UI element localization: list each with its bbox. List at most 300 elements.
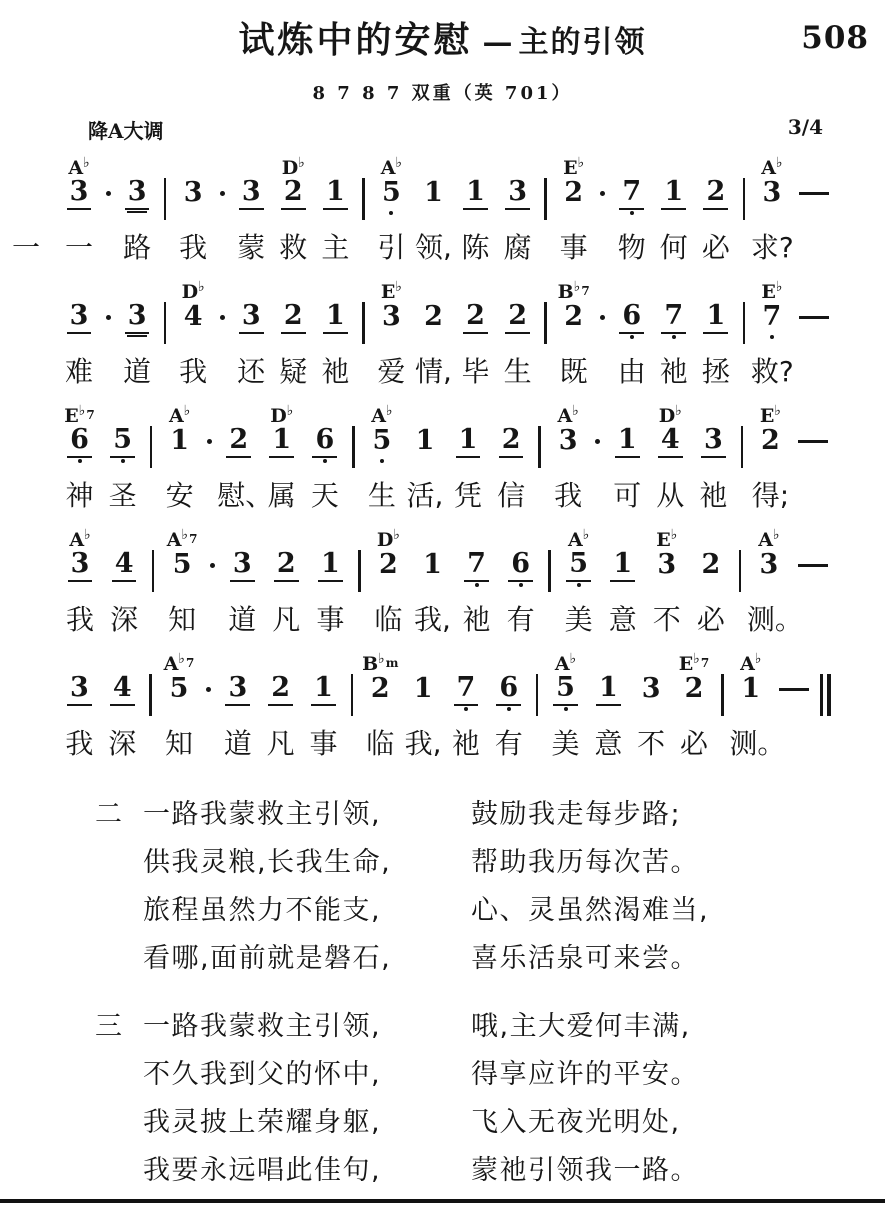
note-digit: 5: [172, 548, 192, 580]
lyric-syllable: 凭: [454, 479, 483, 512]
note-digit: 3: [558, 424, 578, 456]
note-digit: 1: [323, 301, 348, 334]
flat-sign-icon: ♭: [775, 155, 783, 171]
note-digit: 3: [225, 673, 250, 706]
flat-sign-icon: ♭: [78, 403, 86, 419]
note: [370, 152, 412, 218]
hold-dash: [791, 524, 835, 590]
note-digit: 3: [67, 301, 92, 334]
lyric-syllable: 我: [554, 479, 583, 512]
note-digit: 2: [463, 301, 488, 334]
low-octave-dot: [475, 583, 479, 587]
lyric-syllable: 拯: [701, 355, 730, 388]
verse-line-right: 得享应许的平安。: [471, 1059, 699, 1090]
lyric-spacer: [356, 354, 370, 392]
note-digit: 1: [269, 425, 294, 458]
page-number: 508: [801, 20, 869, 56]
lyric-syllable: 主: [321, 231, 350, 264]
note-digit: 2: [499, 425, 524, 458]
chord-root: D: [376, 529, 394, 551]
note: [447, 400, 490, 466]
note-digit: 6: [619, 301, 644, 334]
note-digit: 7: [762, 300, 782, 332]
note-digit: 3: [657, 548, 677, 580]
music-system: [58, 648, 835, 764]
notes-row: [58, 400, 835, 466]
note: [673, 648, 716, 714]
flat-sign-icon: ♭: [754, 651, 762, 667]
note: [403, 400, 446, 466]
note: [308, 524, 352, 590]
chord-label: [169, 400, 190, 426]
augmentation-dot: [214, 276, 230, 342]
lyric-spacer: [356, 230, 370, 268]
lyric-spacer: [791, 602, 835, 640]
barline: [733, 524, 747, 592]
augmentation-dot: [595, 276, 611, 342]
flat-sign-icon: ♭: [772, 527, 780, 543]
lyric-spacer: [792, 478, 835, 516]
note-digit: 3: [183, 176, 203, 208]
note-digit: 2: [505, 301, 530, 334]
lyric-syllable: 信: [497, 479, 526, 512]
note: [497, 276, 539, 342]
augmentation-dot: [200, 648, 216, 714]
lyric-syllable: 安: [165, 479, 194, 512]
flat-sign-icon: ♭: [670, 527, 678, 543]
barline: [352, 524, 366, 592]
lyric-syllable: 凡: [272, 603, 301, 636]
note-digit: 2: [564, 300, 584, 332]
chord-label: [659, 400, 682, 426]
chord-root: E: [759, 405, 775, 427]
lyric-syllable: 不: [652, 603, 681, 636]
note: [412, 276, 454, 342]
lyric-spacer: [100, 230, 116, 268]
lyric-spacer: [737, 230, 751, 268]
lyric-syllable: 物: [617, 231, 646, 264]
chord-root: E: [563, 157, 578, 179]
lyric-syllable: 圣: [108, 479, 137, 512]
note: [689, 524, 733, 590]
note-digit: 1: [463, 177, 488, 210]
lyric-syllable: 毕: [461, 355, 490, 388]
note: [412, 152, 454, 218]
note: [58, 524, 102, 590]
note: [445, 648, 488, 714]
barline: [356, 276, 370, 344]
note-digit: 1: [323, 177, 348, 210]
augmentation-dot: [100, 152, 116, 218]
verse-line-left: 看哪,面前就是磐石,: [143, 943, 392, 974]
note: [499, 524, 543, 590]
note-digit: 2: [370, 672, 390, 704]
lyric-syllable: 属: [267, 479, 296, 512]
final-barline: [815, 648, 835, 716]
chord-root: A: [166, 529, 182, 551]
lyric-row: [58, 602, 835, 640]
flat-sign-icon: ♭: [675, 403, 682, 419]
chord-label: [568, 524, 589, 550]
chord-root: A: [761, 157, 776, 179]
lyric-syllable: 不: [637, 727, 666, 760]
note: [172, 276, 214, 342]
note: [314, 276, 356, 342]
note: [611, 152, 653, 218]
lyric-spacer: [595, 230, 611, 268]
verse-block: [95, 1010, 885, 1188]
lyric-syllable: 深: [108, 727, 137, 760]
lyric-spacer: [201, 478, 217, 516]
note: [259, 648, 302, 714]
barline: [158, 152, 172, 220]
lyric-syllable: 美: [564, 603, 593, 636]
chord-label: [68, 152, 89, 178]
note-digit: 1: [424, 176, 443, 208]
flat-sign-icon: ♭: [395, 155, 403, 171]
note-digit: 2: [268, 673, 293, 706]
lyric-syllable: 必: [696, 603, 725, 636]
chord-label: [761, 276, 782, 302]
chord-label: [182, 276, 205, 302]
note-digit: 7: [454, 673, 479, 706]
chord-root: B: [557, 281, 574, 303]
note: [402, 648, 445, 714]
note: [455, 152, 497, 218]
chord-label: [760, 400, 781, 426]
verse-number-marker: 一: [12, 231, 41, 264]
verse-line-right: 喜乐活泉可来尝。: [471, 943, 699, 974]
lyric-spacer: [533, 478, 547, 516]
lyric-spacer: [793, 354, 835, 392]
note-digit: 2: [701, 548, 721, 580]
note: [58, 400, 101, 466]
chord-root: D: [658, 405, 676, 427]
lyric-spacer: [200, 726, 216, 764]
barline: [146, 524, 160, 592]
lyric-syllable: 道: [223, 727, 252, 760]
note: [172, 152, 214, 218]
note: [116, 152, 158, 218]
lyric-row: [58, 354, 835, 392]
low-octave-dot: [519, 583, 523, 587]
lyric-syllable: 路: [123, 231, 152, 264]
chord-root: E: [656, 529, 671, 551]
flat-sign-icon: ♭: [395, 279, 402, 295]
lyric-syllable: 有: [506, 603, 535, 636]
note-digit: 5: [382, 176, 401, 208]
chord-label: [362, 648, 398, 674]
lyric-row: [12, 230, 835, 268]
chord-label: [557, 400, 578, 426]
note: [653, 152, 695, 218]
chord-label: [563, 152, 584, 178]
flat-sign-icon: ♭: [198, 279, 205, 295]
lyric-syllable: 凡: [266, 727, 295, 760]
flat-sign-icon: ♭: [378, 651, 385, 667]
lyric-spacer: [158, 230, 172, 268]
lyric-syllable: 引: [377, 231, 406, 264]
chord-root: B: [362, 653, 379, 675]
note-digit: 2: [684, 672, 704, 704]
note: [455, 276, 497, 342]
chord-root: E: [380, 281, 396, 303]
lyric-spacer: [735, 478, 749, 516]
lyric-syllable: 救: [279, 231, 308, 264]
note: [101, 400, 144, 466]
verse-lines: [143, 798, 801, 976]
note: [260, 400, 303, 466]
note-digit: 6: [496, 673, 521, 706]
note: [487, 648, 530, 714]
lyric-syllable: 腐: [503, 231, 532, 264]
chord-suffix: 7: [189, 532, 198, 546]
note-digit: 4: [110, 673, 135, 706]
time-signature: 3/4: [787, 115, 823, 139]
chord-root: E: [761, 281, 776, 303]
flat-sign-icon: ♭: [572, 403, 579, 419]
lyric-syllable: 难: [65, 355, 94, 388]
flat-sign-icon: ♭: [774, 403, 781, 419]
music-system: [12, 152, 835, 268]
hold-dash: [792, 400, 835, 466]
lyric-syllable: 深: [110, 603, 139, 636]
note-digit: 7: [619, 177, 644, 210]
lyric-spacer: [539, 354, 553, 392]
barline: [543, 524, 557, 592]
note: [601, 524, 645, 590]
note: [455, 524, 499, 590]
note: [695, 152, 737, 218]
barline: [356, 152, 370, 220]
augmentation-dot: [100, 276, 116, 342]
note-digit: 3: [68, 549, 93, 582]
note-digit: 5: [372, 424, 392, 456]
lyric-spacer: [144, 478, 158, 516]
lyric-syllable: 爱: [377, 355, 406, 388]
verse-line-right: 飞入无夜光明处,: [471, 1107, 681, 1138]
lyric-syllable: 生: [503, 355, 532, 388]
note-digit: 1: [456, 425, 481, 458]
augmentation-dot: [214, 152, 230, 218]
verse-line-right: 心、灵虽然渴难当,: [471, 895, 710, 926]
flat-sign-icon: ♭: [385, 403, 393, 419]
chord-label: [740, 648, 761, 674]
note: [217, 400, 260, 466]
note: [220, 524, 264, 590]
lyric-syllable: 慰、: [217, 479, 274, 512]
chord-root: A: [68, 157, 84, 179]
verse-line-left: 一路我蒙救主引领,: [143, 799, 382, 830]
chord-suffix: 7: [186, 656, 195, 670]
low-octave-dot: [78, 459, 82, 463]
low-octave-dot: [323, 459, 327, 463]
note-digit: 4: [658, 425, 683, 458]
notes-row: [58, 648, 835, 714]
note: [314, 152, 356, 218]
lyric-syllable: 由: [617, 355, 646, 388]
note: [230, 276, 272, 342]
lyric-syllable: 天: [310, 479, 339, 512]
verse-line-left: 我要永远唱此佳句,: [143, 1155, 382, 1186]
verse-line-right: 帮助我历每次苦。: [471, 847, 699, 878]
flat-sign-icon: ♭: [577, 155, 585, 171]
note: [230, 152, 272, 218]
note-digit: 2: [761, 424, 780, 456]
note-digit: 7: [464, 549, 489, 582]
lyric-syllable: 祂: [321, 355, 350, 388]
barline: [715, 648, 729, 716]
note-digit: 5: [110, 425, 135, 458]
chord-suffix: 7: [86, 408, 95, 422]
lyric-syllable: 得;: [751, 479, 790, 512]
lyric-syllable: 活,: [406, 479, 444, 512]
key-time-row: [88, 115, 823, 144]
flat-sign-icon: ♭: [569, 651, 577, 667]
lyric-row: [58, 726, 835, 764]
note-digit: 2: [281, 301, 306, 334]
note: [160, 524, 204, 590]
note-digit: 2: [226, 425, 251, 458]
note: [749, 400, 792, 466]
chord-root: A: [740, 653, 755, 675]
lyric-spacer: [772, 726, 815, 764]
note-digit: 3: [701, 425, 726, 458]
barline: [737, 276, 751, 344]
lyric-syllable: 疑: [279, 355, 308, 388]
note: [587, 648, 630, 714]
notes-row: [58, 524, 835, 590]
note-digit: 1: [596, 673, 621, 706]
key-signature: 降A大调: [88, 119, 164, 143]
note-digit: 6: [508, 549, 533, 582]
hymn-page: [0, 12, 885, 1207]
note-digit: 1: [661, 177, 686, 210]
note: [272, 276, 314, 342]
note-digit: 3: [505, 177, 530, 210]
note-digit: 3: [759, 548, 779, 580]
note: [649, 400, 692, 466]
lyric-syllable: 祂: [659, 355, 688, 388]
lyric-syllable: 道: [228, 603, 257, 636]
lyric-syllable: 事: [559, 231, 588, 264]
lyric-syllable: 我,: [414, 603, 451, 636]
note: [692, 400, 735, 466]
note: [102, 524, 146, 590]
flat-sign-icon: ♭: [693, 651, 700, 667]
low-octave-dot: [464, 707, 468, 711]
note-digit: 1: [170, 424, 190, 456]
lyric-syllable: 陈: [461, 231, 490, 264]
notation-area: [12, 152, 835, 764]
note: [116, 276, 158, 342]
notes-row: [58, 276, 835, 342]
note-digit: 3: [230, 549, 255, 582]
note: [490, 400, 533, 466]
note-digit: 1: [423, 548, 442, 580]
lyric-spacer: [737, 354, 751, 392]
verse-line-left: 一路我蒙救主引领,: [143, 1011, 382, 1042]
lyric-spacer: [539, 230, 553, 268]
chord-root: A: [758, 529, 773, 551]
lyric-syllable: 生: [367, 479, 396, 512]
lyric-syllable: 领,: [415, 231, 452, 264]
flat-sign-icon: ♭: [298, 155, 305, 171]
chord-root: A: [163, 653, 179, 675]
flat-sign-icon: ♭: [181, 527, 189, 543]
lyric-syllable: 可: [613, 479, 642, 512]
augmentation-dot: [204, 524, 220, 590]
note: [410, 524, 454, 590]
hymn-subtitle: 主的引领: [518, 25, 647, 60]
lyric-syllable: 救?: [750, 355, 794, 388]
chord-label: [758, 524, 779, 550]
note: [653, 276, 695, 342]
verse-block: [95, 798, 885, 976]
augmentation-dot: [201, 400, 217, 466]
low-octave-dot: [507, 707, 511, 711]
chord-label: [377, 524, 400, 550]
note-digit: 3: [125, 177, 150, 210]
low-octave-dot: [121, 459, 125, 463]
verses-area: [95, 798, 885, 1188]
note-digit: 3: [762, 176, 782, 208]
barline: [144, 400, 158, 468]
lyric-syllable: 我: [179, 355, 208, 388]
lyric-syllable: 道: [123, 355, 152, 388]
note: [729, 648, 772, 714]
lyric-syllable: 求?: [750, 231, 794, 264]
chord-root: A: [557, 405, 573, 427]
flat-sign-icon: ♭: [84, 527, 91, 543]
barline: [345, 648, 359, 716]
lyric-spacer: [345, 726, 359, 764]
notes-row: [58, 152, 835, 218]
chord-root: D: [181, 281, 199, 303]
note-digit: 2: [379, 548, 398, 580]
barline: [346, 400, 360, 468]
note-digit: 3: [67, 177, 92, 210]
note: [366, 524, 410, 590]
low-octave-dot: [564, 707, 568, 711]
note-digit: 1: [610, 549, 635, 582]
note: [553, 276, 595, 342]
verse-line-left: 不久我到父的怀中,: [143, 1059, 382, 1090]
chord-label: [656, 524, 677, 550]
note: [553, 152, 595, 218]
lyric-syllable: 我,: [404, 727, 442, 760]
flat-sign-icon: ♭: [83, 155, 90, 171]
augmentation-dot: [590, 400, 606, 466]
lyric-syllable: 事: [316, 603, 345, 636]
chord-label: [270, 400, 293, 426]
note: [645, 524, 689, 590]
note-digit: 3: [239, 301, 264, 334]
chord-label: [555, 648, 576, 674]
note-digit: 5: [553, 673, 578, 706]
note-digit: 3: [641, 672, 661, 704]
lyric-syllable: 必: [701, 231, 730, 264]
music-system: [58, 400, 835, 516]
lyric-spacer: [793, 230, 835, 268]
barline: [530, 648, 544, 716]
note: [751, 276, 793, 342]
lyric-syllable: 我: [66, 603, 95, 636]
note: [370, 276, 412, 342]
lyric-spacer: [346, 478, 360, 516]
note-digit: 3: [67, 673, 92, 706]
lyric-spacer: [214, 230, 230, 268]
